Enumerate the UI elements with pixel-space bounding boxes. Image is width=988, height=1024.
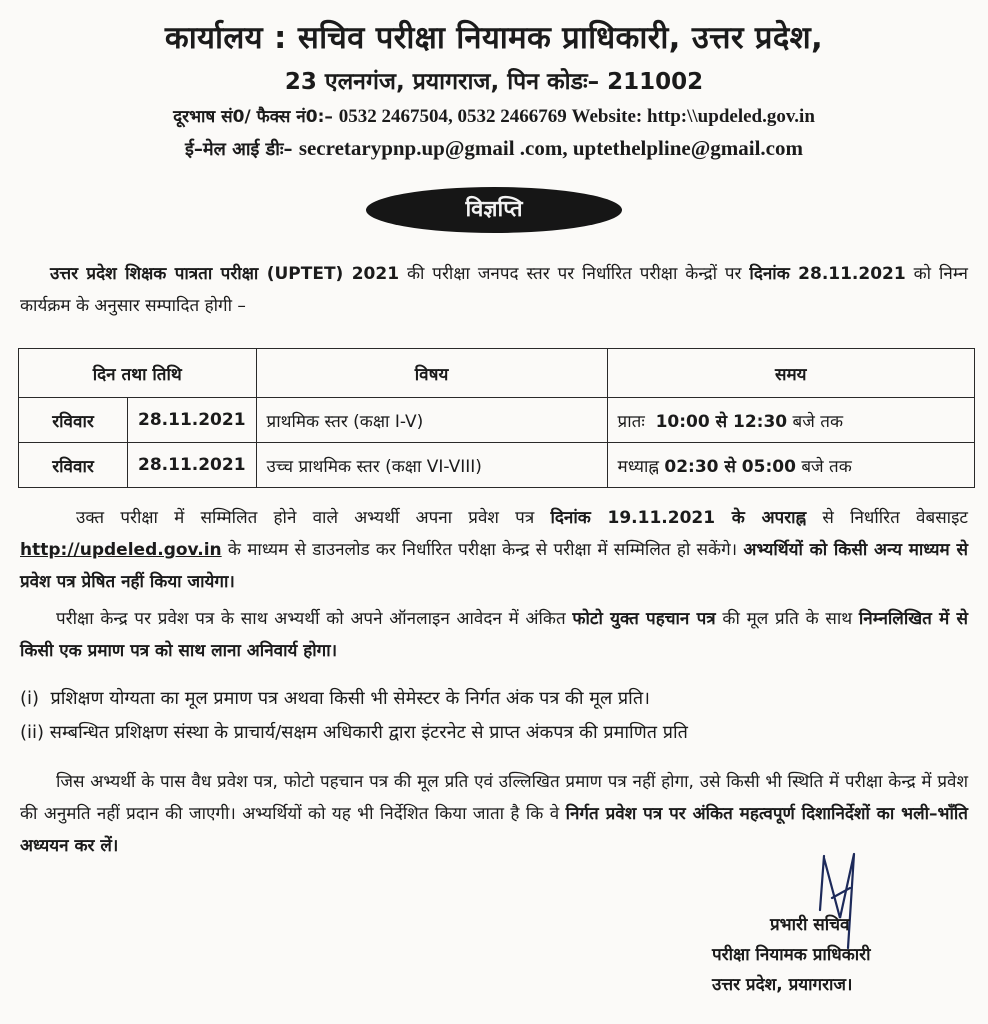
exam-name: उत्तर प्रदेश शिक्षक पात्रता परीक्षा (UPTET) 2021 [50,264,400,284]
time-prefix: मध्याह्न [617,456,659,477]
list-item-number: (ii) [20,722,45,743]
row-day: रविवार [19,398,128,443]
contact-phone-line [0,104,988,128]
mandatory-note: निम्नलिखित में से किसी एक प्रमाण पत्र को साथ लाना अनिवार्य होगा। [20,609,968,661]
col-header-time: समय [607,349,974,398]
phone-label: दूरभाष सं0/ फैक्स नं0:– [173,107,333,127]
para3-text-1: जिस अभ्यर्थी के पास वैध प्रवेश पत्र, फोटो पहचान पत्र की मूल प्रति एवं उल्लिखित प्रमाण पत्र नहीं होगा, उसे किसी भी स्थिति में परीक्षा केन्द्र में प्रवेश की अनुमति नहीं प्रदान की जाएगी। अभ्यर्थियों को यह भी निर्देशित किया जाता है कि वे [20,772,968,824]
intro-paragraph [20,258,968,322]
list-item [20,684,650,714]
row-date: 28.11.2021 [128,398,257,443]
row-subject: उच्च प्राथमिक स्तर (कक्षा VI-VIII) [256,443,607,488]
row-date: 28.11.2021 [128,443,257,488]
office-title: कार्यालय : सचिव परीक्षा नियामक प्राधिकारी, उत्तर प्रदेश, [164,20,824,56]
time-suffix: बजे तक [792,411,844,432]
table-row [19,398,975,443]
phone-website-value: 0532 2467504, 0532 2466769 Website: http:\\updeled.gov.in [338,106,815,127]
time-range: 02:30 से 05:00 [664,456,796,477]
signatory-office: परीक्षा नियामक प्राधिकारी [712,945,871,965]
time-range: 10:00 से 12:30 [655,411,788,432]
para1-text-3: के माध्यम से डाउनलोड कर निर्धारित परीक्षा केन्द्र से परीक्षा में सम्मिलित हो सकेंगे। [221,540,744,560]
row-day: रविवार [19,443,128,488]
notice-title-badge: विज्ञप्ति [366,187,622,233]
para2-text-1: परीक्षा केन्द्र पर प्रवेश पत्र के साथ अभ्यर्थी को अपने ऑनलाइन आवेदन में अंकित [56,609,573,629]
row-time [607,443,974,488]
signatory-designation: प्रभारी सचिव [770,915,850,935]
para2-text-2: की मूल प्रति के साथ [715,609,859,629]
list-item-text: सम्बन्धित प्रशिक्षण संस्था के प्राचार्य/सक्षम अधिकारी द्वारा इंटरनेट से प्राप्त अंकपत्र की प्रमाणित प्रति [49,722,688,743]
para1-bold-note: अभ्यर्थियों को किसी अन्य माध्यम से प्रवेश पत्र प्रेषित नहीं किया जायेगा। [20,540,968,592]
intro-text-2: को निम्न कार्यक्रम के अनुसार सम्पादित होगी – [20,264,968,316]
guidelines-note: निर्गत प्रवेश पत्र पर अंकित महत्वपूर्ण दिशानिर्देशों का भली–भाँति अध्ययन कर लें। [20,804,968,856]
time-suffix: बजे तक [801,456,852,477]
photo-id-note: फोटो युक्त पहचान पत्र [572,609,716,629]
col-header-day-date: दिन तथा तिथि [19,349,257,398]
time-prefix: प्रातः [617,411,645,432]
row-subject: प्राथमिक स्तर (कक्षा I-V) [256,398,607,443]
col-header-subject: विषय [256,349,607,398]
email-label: ई–मेल आई डीः– [185,139,293,160]
signatory-location: उत्तर प्रदेश, प्रयागराज। [712,975,853,995]
para1-text-1: उक्त परीक्षा में सम्मिलित होने वाले अभ्यर्थी अपना प्रवेश पत्र [76,508,551,528]
website-link[interactable]: http://updeled.gov.in [20,540,222,560]
email-value: secretarypnp.up@gmail .com, uptethelpline@gmail.com [298,136,803,160]
id-proof-paragraph [20,603,968,667]
admit-card-paragraph [20,502,968,598]
list-item [20,718,688,748]
table-header-row [19,349,975,398]
contact-email-line [0,136,988,161]
list-item-text: प्रशिक्षण योग्यता का मूल प्रमाण पत्र अथवा किसी भी सेमेस्टर के निर्गत अंक पत्र की मूल प्रति। [50,688,650,709]
exam-date: दिनांक 28.11.2021 [749,264,906,284]
table-row [19,443,975,488]
row-time [607,398,974,443]
list-item-number: (i) [20,688,40,709]
admit-card-release-date: दिनांक 19.11.2021 के अपराह्न [550,508,807,528]
para1-text-2: से निर्धारित वेबसाइट [806,508,969,528]
office-address: 23 एलनगंज, प्रयागराज, पिन कोडः– 211002 [284,69,704,95]
exam-schedule-table [18,348,975,488]
intro-text-1: की परीक्षा जनपद स्तर पर निर्धारित परीक्षा केन्द्रों पर [399,264,750,284]
